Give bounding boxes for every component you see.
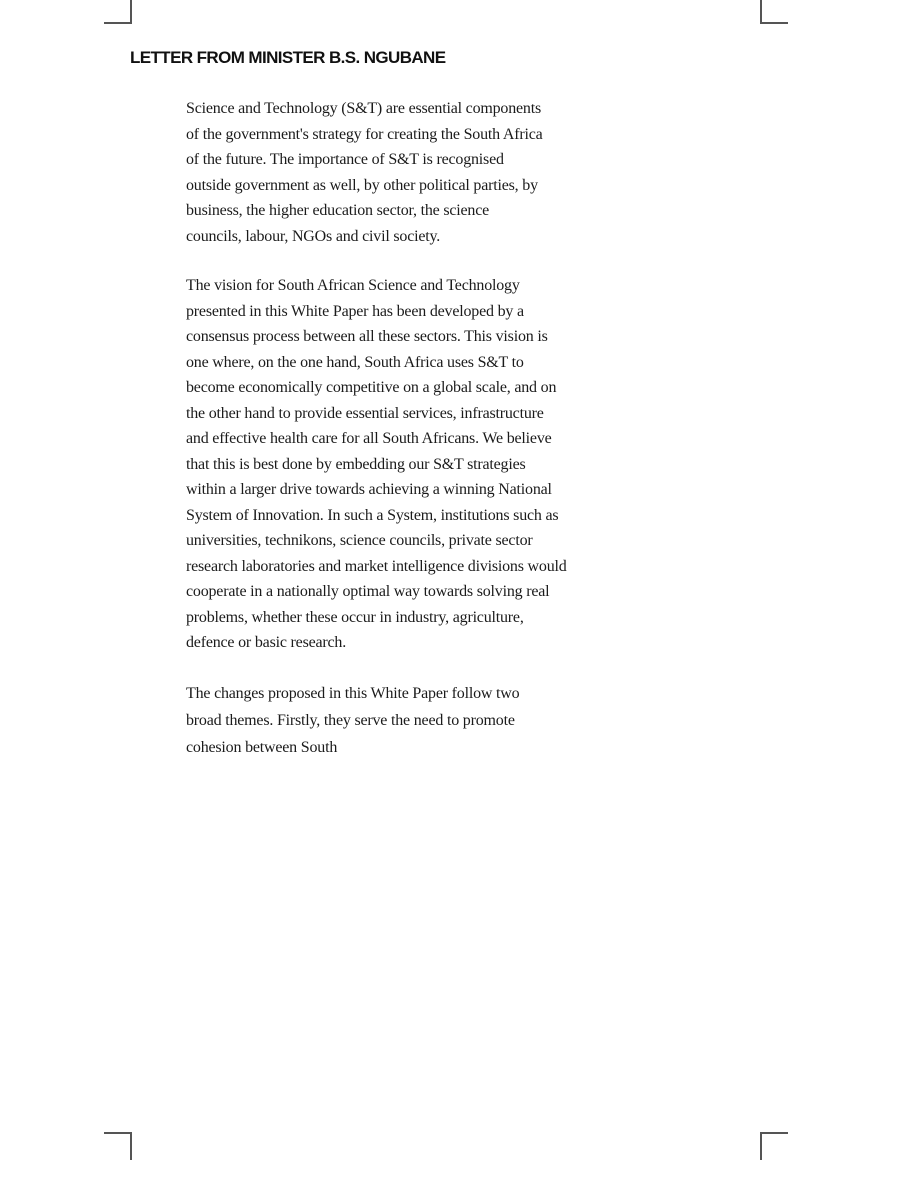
paragraph-line: The vision for South African Science and Technology [186,277,520,294]
paragraph-line: universities, technikons, science councils, private sector [186,532,533,549]
paragraph-line: research laboratories and market intelligence divisions would [186,557,567,575]
paragraph-line: the other hand to provide essential services, infrastructure [186,404,544,422]
paragraph-line: Science and Technology (S&T) are essential components [186,100,541,117]
crop-mark-bottom-left [104,1132,132,1160]
paragraph-line: of the government's strategy for creating the South Africa [186,125,543,143]
paragraph-line: cooperate in a nationally optimal way towards solving real [186,583,550,600]
letter-body [186,96,746,785]
crop-mark-bottom-right [760,1132,788,1160]
paragraph-line: councils, labour, NGOs and civil society. [186,227,441,245]
letter-heading: LETTER FROM MINISTER B.S. NGUBANE [130,48,446,67]
paragraph-line: of the future. The importance of S&T is recognised [186,151,504,168]
paragraph-line: cohesion between South [186,738,338,756]
paragraph-line: presented in this White Paper has been developed by a [186,302,524,320]
paragraph-line: The changes proposed in this White Paper follow two [186,684,520,702]
paragraph-line: consensus process between all these sectors. This vision is [186,328,548,345]
crop-mark-top-left [104,0,132,24]
paragraph-line: problems, whether these occur in industry, agriculture, [186,608,524,626]
paragraph-line: outside government as well, by other political parties, by [186,176,538,194]
paragraph-line: that this is best done by embedding our S&T strategies [186,455,526,473]
paragraph-line: and effective health care for all South Africans. We believe [186,430,552,447]
paragraph-line: defence or basic research. [186,634,347,651]
paragraph-3 [186,680,746,761]
crop-mark-top-right [760,0,788,24]
paragraph-line: business, the higher education sector, the science [186,202,490,219]
paragraph-line: become economically competitive on a global scale, and on [186,379,557,396]
paragraph-2 [186,273,746,656]
paragraph-line: within a larger drive towards achieving a winning National [186,481,552,498]
paragraph-line: broad themes. Firstly, they serve the need to promote [186,711,515,729]
paragraph-line: one where, on the one hand, South Africa uses S&T to [186,353,524,371]
paragraph-1 [186,96,746,249]
paragraph-line: System of Innovation. In such a System, institutions such as [186,506,559,524]
